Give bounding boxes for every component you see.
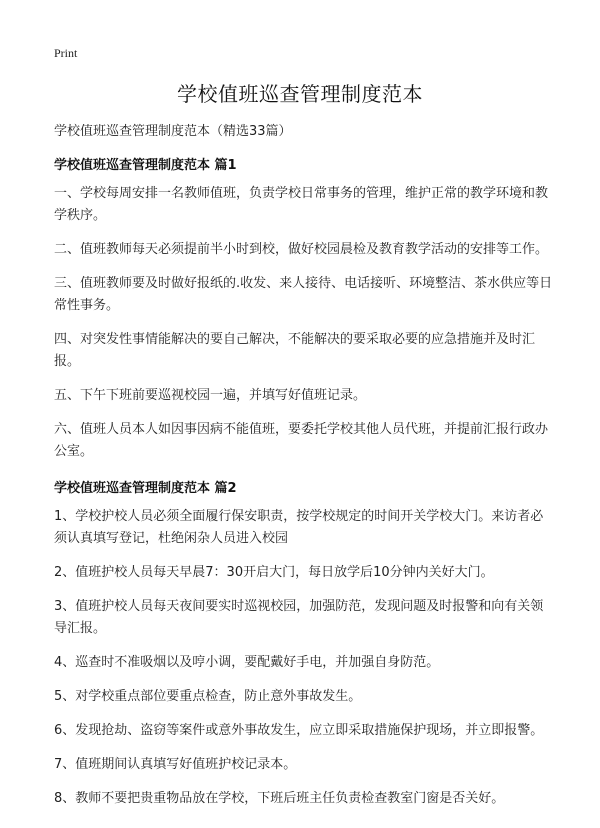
- paragraph: 六、值班人员本人如因事因病不能值班，要委托学校其他人员代班，并提前汇报行政办公室。: [54, 422, 549, 459]
- page-title: 学校值班巡查管理制度范本: [177, 82, 423, 106]
- paragraph: 4、巡查时不准吸烟以及哼小调，要配戴好手电，并加强自身防范。: [54, 655, 440, 670]
- paragraph: 五、下午下班前要巡视校园一遍，并填写好值班记录。: [54, 388, 367, 403]
- paragraph: 8、教师不要把贵重物品放在学校，下班后班主任负责检查教室门窗是否关好。: [54, 791, 505, 806]
- paragraph: 2、值班护校人员每天早晨7：30开启大门，每日放学后10分钟内关好大门。: [54, 565, 494, 580]
- document-subtitle: 学校值班巡查管理制度范本（精选33篇）: [54, 124, 292, 139]
- paragraph: 6、发现抢劫、盗窃等案件或意外事故发生，应立即采取措施保护现场，并立即报警。: [54, 723, 544, 738]
- print-label: Print: [54, 46, 78, 60]
- paragraph: 三、值班教师要及时做好报纸的.收发、来人接待、电话接听、环境整洁、茶水供应等日常性事务。: [54, 276, 553, 313]
- paragraph: 5、对学校重点部位要重点检查，防止意外事故发生。: [54, 689, 362, 704]
- section-2: [54, 477, 554, 810]
- paragraph: 1、学校护校人员必须全面履行保安职责，按学校规定的时间开关学校大门。来访者必须认真填写登记，杜绝闲杂人员进入校园: [54, 509, 544, 546]
- section-heading: 学校值班巡查管理制度范本 篇2: [54, 481, 237, 496]
- paragraph: 7、值班期间认真填写好值班护校记录本。: [54, 757, 297, 772]
- document-body: [54, 148, 554, 822]
- paragraph: 四、对突发性事情能解决的要自己解决，不能解决的要采取必要的应急措施并及时汇报。: [54, 332, 536, 369]
- paragraph: 一、学校每周安排一名教师值班，负责学校日常事务的管理，维护正常的教学环境和教学秩序。: [54, 186, 549, 223]
- paragraph: 二、值班教师每天必须提前半小时到校，做好校园晨检及教育教学活动的安排等工作。: [54, 242, 549, 257]
- section-1: [54, 154, 554, 463]
- paragraph: 3、值班护校人员每天夜间要实时巡视校园，加强防范，发现问题及时报警和向有关领导汇报。: [54, 599, 544, 636]
- section-heading: 学校值班巡查管理制度范本 篇1: [54, 158, 237, 173]
